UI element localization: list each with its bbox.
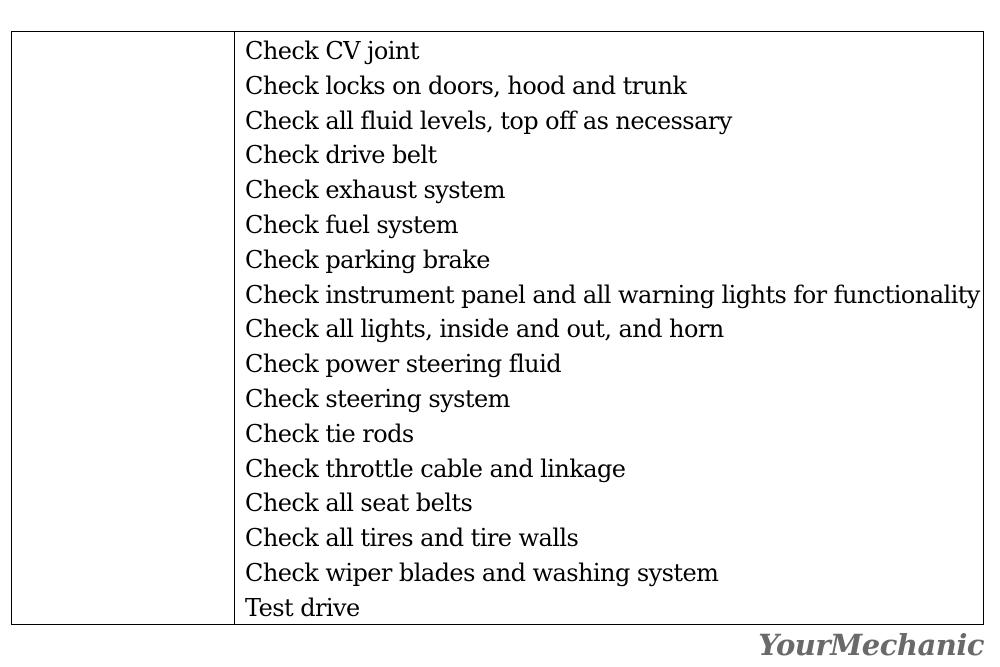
checklist-items bbox=[245, 32, 983, 626]
checklist-item: Check power steering fluid bbox=[245, 350, 562, 379]
checklist-item: Check fuel system bbox=[245, 210, 458, 239]
checklist-item: Check drive belt bbox=[245, 141, 437, 170]
checklist-item: Check steering system bbox=[245, 384, 510, 413]
checklist-item: Test drive bbox=[245, 593, 360, 622]
checklist-item: Check wiper blades and washing system bbox=[245, 558, 719, 587]
checklist-left-cell bbox=[12, 32, 235, 624]
checklist-table bbox=[11, 31, 984, 625]
checklist-item: Check throttle cable and linkage bbox=[245, 454, 626, 483]
checklist-item: Check all lights, inside and out, and horn bbox=[245, 315, 724, 344]
checklist-item: Check all tires and tire walls bbox=[245, 524, 579, 553]
checklist-right-cell bbox=[235, 32, 983, 624]
checklist-item: Check locks on doors, hood and trunk bbox=[245, 71, 687, 100]
checklist-item: Check all fluid levels, top off as necessary bbox=[245, 106, 732, 135]
checklist-item: Check instrument panel and all warning lights for functionality bbox=[245, 280, 980, 309]
yourmechanic-watermark: YourMechanic bbox=[758, 628, 984, 662]
checklist-item: Check all seat belts bbox=[245, 489, 473, 518]
checklist-item: Check parking brake bbox=[245, 245, 490, 274]
checklist-item: Check exhaust system bbox=[245, 176, 505, 205]
checklist-item: Check CV joint bbox=[245, 37, 419, 65]
checklist-item: Check tie rods bbox=[245, 419, 414, 448]
